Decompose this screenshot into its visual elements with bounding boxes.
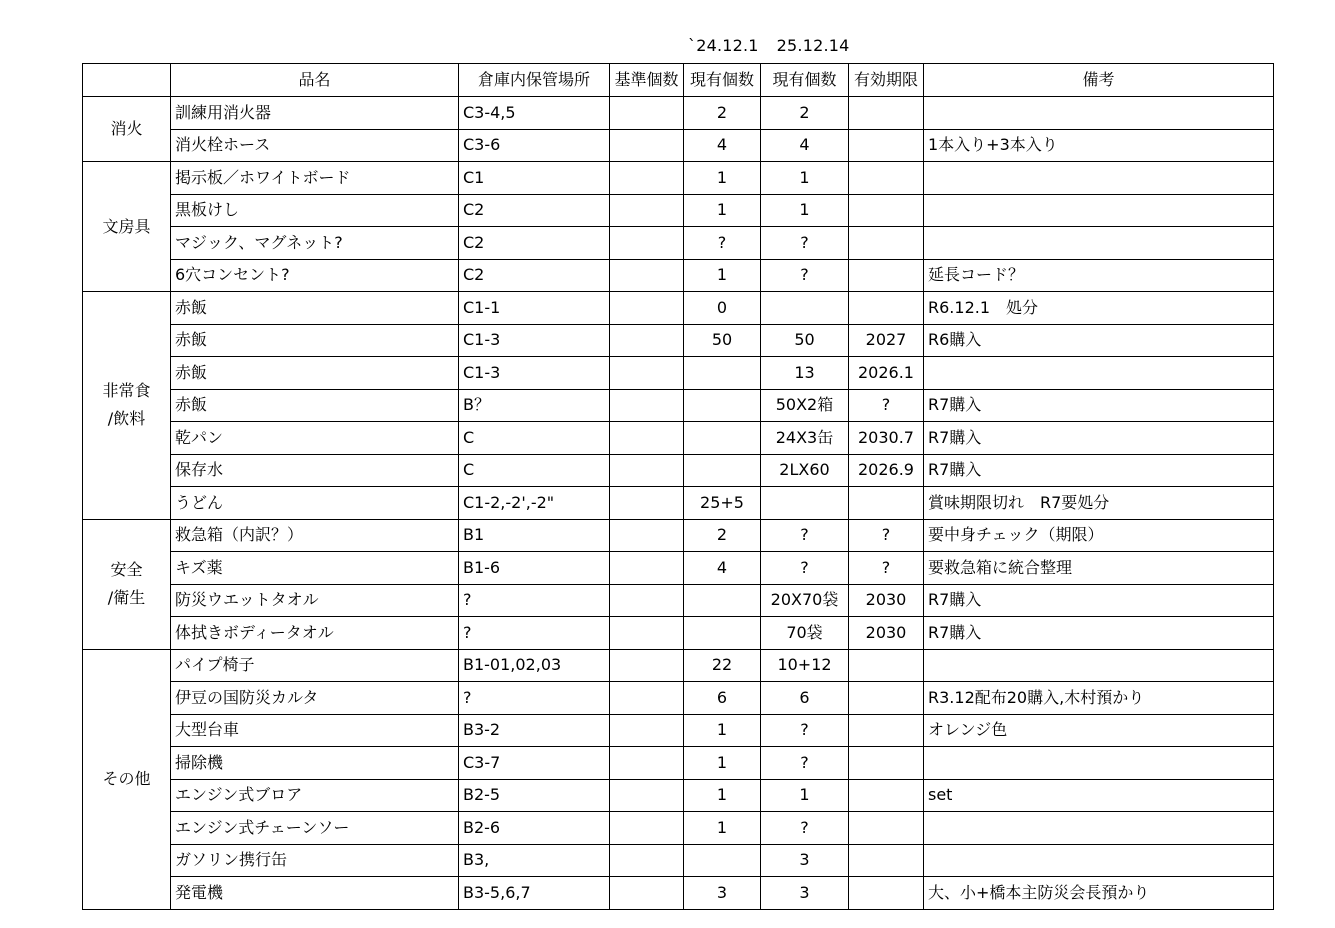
item-current-count-2: 3 <box>761 877 849 910</box>
item-current-count-2: 4 <box>761 129 849 162</box>
item-name: 救急箱（内訳？） <box>171 519 459 552</box>
item-current-count-1 <box>684 422 761 455</box>
item-name: マジック、マグネット? <box>171 227 459 260</box>
item-location: B2-5 <box>459 779 610 812</box>
item-expiry <box>849 649 924 682</box>
table-row <box>83 779 1274 812</box>
item-current-count-1: ? <box>684 227 761 260</box>
item-current-count-2: ? <box>761 747 849 780</box>
item-standard-count <box>610 227 684 260</box>
item-location: ? <box>459 682 610 715</box>
item-standard-count <box>610 129 684 162</box>
item-expiry <box>849 292 924 325</box>
item-location: C1-3 <box>459 357 610 390</box>
item-current-count-2: 50 <box>761 324 849 357</box>
item-note: R6購入 <box>924 324 1274 357</box>
item-name: 赤飯 <box>171 292 459 325</box>
table-row <box>83 324 1274 357</box>
item-expiry <box>849 747 924 780</box>
header-name: 品名 <box>171 64 459 97</box>
item-note <box>924 162 1274 195</box>
item-location: C1-2,-2',-2" <box>459 487 610 520</box>
item-current-count-2: 3 <box>761 844 849 877</box>
item-name: 6穴コンセント? <box>171 259 459 292</box>
category-cell: 文房具 <box>83 162 171 292</box>
item-current-count-1: 2 <box>684 97 761 130</box>
item-standard-count <box>610 97 684 130</box>
item-note: R7購入 <box>924 454 1274 487</box>
item-current-count-2: 1 <box>761 162 849 195</box>
table-row <box>83 454 1274 487</box>
item-location: C3-4,5 <box>459 97 610 130</box>
table-row <box>83 552 1274 585</box>
item-current-count-2 <box>761 487 849 520</box>
item-standard-count <box>610 324 684 357</box>
item-note: R7購入 <box>924 584 1274 617</box>
item-standard-count <box>610 194 684 227</box>
table-row <box>83 617 1274 650</box>
item-location: C2 <box>459 227 610 260</box>
item-current-count-2: ? <box>761 552 849 585</box>
date-header <box>688 36 850 55</box>
item-current-count-2: ? <box>761 259 849 292</box>
item-current-count-1: 1 <box>684 714 761 747</box>
item-name: 訓練用消火器 <box>171 97 459 130</box>
item-note <box>924 747 1274 780</box>
table-row <box>83 97 1274 130</box>
item-note: 要中身チェック（期限） <box>924 519 1274 552</box>
header-current-count-1: 現有個数 <box>684 64 761 97</box>
item-note: R7購入 <box>924 617 1274 650</box>
item-standard-count <box>610 584 684 617</box>
item-standard-count <box>610 877 684 910</box>
item-note: 要救急箱に統合整理 <box>924 552 1274 585</box>
item-current-count-2: 13 <box>761 357 849 390</box>
item-name: 掃除機 <box>171 747 459 780</box>
item-current-count-1 <box>684 389 761 422</box>
item-current-count-1: 22 <box>684 649 761 682</box>
item-name: ガソリン携行缶 <box>171 844 459 877</box>
item-name: 発電機 <box>171 877 459 910</box>
table-row <box>83 584 1274 617</box>
item-note <box>924 97 1274 130</box>
item-current-count-2: 24X3缶 <box>761 422 849 455</box>
item-standard-count <box>610 389 684 422</box>
item-current-count-1: 0 <box>684 292 761 325</box>
item-standard-count <box>610 162 684 195</box>
date-current: 25.12.14 <box>776 36 850 55</box>
item-location: B3-2 <box>459 714 610 747</box>
item-location: B3, <box>459 844 610 877</box>
header-expiry: 有効期限 <box>849 64 924 97</box>
item-note: 大、小+橋本主防災会長預かり <box>924 877 1274 910</box>
item-name: 防災ウエットタオル <box>171 584 459 617</box>
item-current-count-1: 2 <box>684 519 761 552</box>
table-row <box>83 389 1274 422</box>
item-current-count-2: 2 <box>761 97 849 130</box>
item-location: C <box>459 422 610 455</box>
item-note <box>924 649 1274 682</box>
header-standard-count: 基準個数 <box>610 64 684 97</box>
item-expiry: 2027 <box>849 324 924 357</box>
item-location: C <box>459 454 610 487</box>
item-current-count-2: 1 <box>761 194 849 227</box>
table-row <box>83 844 1274 877</box>
item-standard-count <box>610 487 684 520</box>
table-row <box>83 714 1274 747</box>
item-location: ? <box>459 617 610 650</box>
item-location: B1 <box>459 519 610 552</box>
item-standard-count <box>610 552 684 585</box>
item-current-count-1: 4 <box>684 552 761 585</box>
item-current-count-2: 2LX60 <box>761 454 849 487</box>
item-expiry <box>849 162 924 195</box>
item-location: C2 <box>459 259 610 292</box>
item-note: オレンジ色 <box>924 714 1274 747</box>
item-expiry: ? <box>849 552 924 585</box>
item-name: うどん <box>171 487 459 520</box>
item-location: C1-3 <box>459 324 610 357</box>
item-note: R7購入 <box>924 422 1274 455</box>
table-row <box>83 682 1274 715</box>
item-note: R3.12配布20購入,木村預かり <box>924 682 1274 715</box>
item-current-count-2: ? <box>761 714 849 747</box>
item-name: 赤飯 <box>171 389 459 422</box>
item-location: C3-7 <box>459 747 610 780</box>
header-row <box>83 64 1274 97</box>
item-standard-count <box>610 649 684 682</box>
item-current-count-2: 50X2箱 <box>761 389 849 422</box>
item-note <box>924 812 1274 845</box>
item-standard-count <box>610 422 684 455</box>
item-current-count-1: 1 <box>684 259 761 292</box>
table-row <box>83 747 1274 780</box>
item-current-count-1: 50 <box>684 324 761 357</box>
item-expiry: ? <box>849 389 924 422</box>
item-current-count-1: 1 <box>684 779 761 812</box>
item-name: 黒板けし <box>171 194 459 227</box>
item-standard-count <box>610 682 684 715</box>
item-current-count-2 <box>761 292 849 325</box>
item-current-count-1 <box>684 844 761 877</box>
item-note: R7購入 <box>924 389 1274 422</box>
item-expiry <box>849 714 924 747</box>
item-current-count-1: 3 <box>684 877 761 910</box>
item-name: 消火栓ホース <box>171 129 459 162</box>
table-row <box>83 487 1274 520</box>
table-row <box>83 259 1274 292</box>
item-location: C1 <box>459 162 610 195</box>
header-note: 備考 <box>924 64 1274 97</box>
table-row <box>83 162 1274 195</box>
item-current-count-1: 25+5 <box>684 487 761 520</box>
item-note <box>924 227 1274 260</box>
item-note: set <box>924 779 1274 812</box>
item-current-count-2: ? <box>761 812 849 845</box>
table-row <box>83 519 1274 552</box>
item-expiry <box>849 844 924 877</box>
item-name: 赤飯 <box>171 324 459 357</box>
item-standard-count <box>610 747 684 780</box>
item-name: 伊豆の国防災カルタ <box>171 682 459 715</box>
date-previous: `24.12.1 <box>688 36 759 55</box>
item-current-count-1: 1 <box>684 812 761 845</box>
item-expiry <box>849 812 924 845</box>
item-expiry <box>849 487 924 520</box>
item-note <box>924 194 1274 227</box>
item-note: R6.12.1 処分 <box>924 292 1274 325</box>
item-note: 賞味期限切れ R7要処分 <box>924 487 1274 520</box>
item-standard-count <box>610 292 684 325</box>
item-location: B3-5,6,7 <box>459 877 610 910</box>
inventory-table <box>82 63 1274 910</box>
category-cell: 安全 /衛生 <box>83 519 171 649</box>
item-name: キズ薬 <box>171 552 459 585</box>
table-row <box>83 649 1274 682</box>
item-current-count-1: 4 <box>684 129 761 162</box>
item-current-count-1 <box>684 357 761 390</box>
item-current-count-1 <box>684 454 761 487</box>
item-expiry: ? <box>849 519 924 552</box>
item-location: B2-6 <box>459 812 610 845</box>
item-expiry <box>849 194 924 227</box>
item-current-count-1 <box>684 584 761 617</box>
item-current-count-2: 1 <box>761 779 849 812</box>
item-current-count-2: 6 <box>761 682 849 715</box>
item-note: 1本入り+3本入り <box>924 129 1274 162</box>
item-current-count-2: 20X70袋 <box>761 584 849 617</box>
table-row <box>83 877 1274 910</box>
item-expiry: 2026.9 <box>849 454 924 487</box>
table-row <box>83 194 1274 227</box>
item-location: ? <box>459 584 610 617</box>
item-standard-count <box>610 844 684 877</box>
item-name: パイプ椅子 <box>171 649 459 682</box>
item-current-count-2: 10+12 <box>761 649 849 682</box>
item-location: C1-1 <box>459 292 610 325</box>
header-category <box>83 64 171 97</box>
item-current-count-1: 1 <box>684 194 761 227</box>
table-row <box>83 129 1274 162</box>
item-expiry: 2030 <box>849 617 924 650</box>
header-location: 倉庫内保管場所 <box>459 64 610 97</box>
item-name: エンジン式チェーンソー <box>171 812 459 845</box>
item-name: 掲示板／ホワイトボード <box>171 162 459 195</box>
item-current-count-2: ? <box>761 519 849 552</box>
item-expiry <box>849 97 924 130</box>
item-location: B？ <box>459 389 610 422</box>
item-standard-count <box>610 617 684 650</box>
item-standard-count <box>610 357 684 390</box>
item-expiry <box>849 682 924 715</box>
item-expiry: 2030.7 <box>849 422 924 455</box>
item-note <box>924 357 1274 390</box>
item-expiry: 2030 <box>849 584 924 617</box>
item-name: エンジン式ブロア <box>171 779 459 812</box>
item-standard-count <box>610 259 684 292</box>
item-current-count-2: 70袋 <box>761 617 849 650</box>
category-cell: 非常食 /飲料 <box>83 292 171 520</box>
item-name: 大型台車 <box>171 714 459 747</box>
item-standard-count <box>610 454 684 487</box>
item-expiry <box>849 227 924 260</box>
item-current-count-1 <box>684 617 761 650</box>
header-current-count-2: 現有個数 <box>761 64 849 97</box>
item-location: C3-6 <box>459 129 610 162</box>
item-name: 赤飯 <box>171 357 459 390</box>
table-row <box>83 812 1274 845</box>
table-row <box>83 422 1274 455</box>
item-standard-count <box>610 779 684 812</box>
item-location: B1-01,02,03 <box>459 649 610 682</box>
item-expiry: 2026.1 <box>849 357 924 390</box>
item-standard-count <box>610 714 684 747</box>
item-current-count-1: 1 <box>684 747 761 780</box>
item-name: 乾パン <box>171 422 459 455</box>
item-standard-count <box>610 812 684 845</box>
item-note: 延長コード？ <box>924 259 1274 292</box>
item-current-count-2: ? <box>761 227 849 260</box>
category-cell: その他 <box>83 649 171 909</box>
item-expiry <box>849 129 924 162</box>
item-standard-count <box>610 519 684 552</box>
item-expiry <box>849 877 924 910</box>
item-name: 保存水 <box>171 454 459 487</box>
item-current-count-1: 1 <box>684 162 761 195</box>
item-location: C2 <box>459 194 610 227</box>
item-note <box>924 844 1274 877</box>
item-expiry <box>849 779 924 812</box>
table-row <box>83 357 1274 390</box>
table-row <box>83 227 1274 260</box>
item-location: B1-6 <box>459 552 610 585</box>
table-row <box>83 292 1274 325</box>
item-name: 体拭きボディータオル <box>171 617 459 650</box>
category-cell: 消火 <box>83 97 171 162</box>
item-current-count-1: 6 <box>684 682 761 715</box>
item-expiry <box>849 259 924 292</box>
